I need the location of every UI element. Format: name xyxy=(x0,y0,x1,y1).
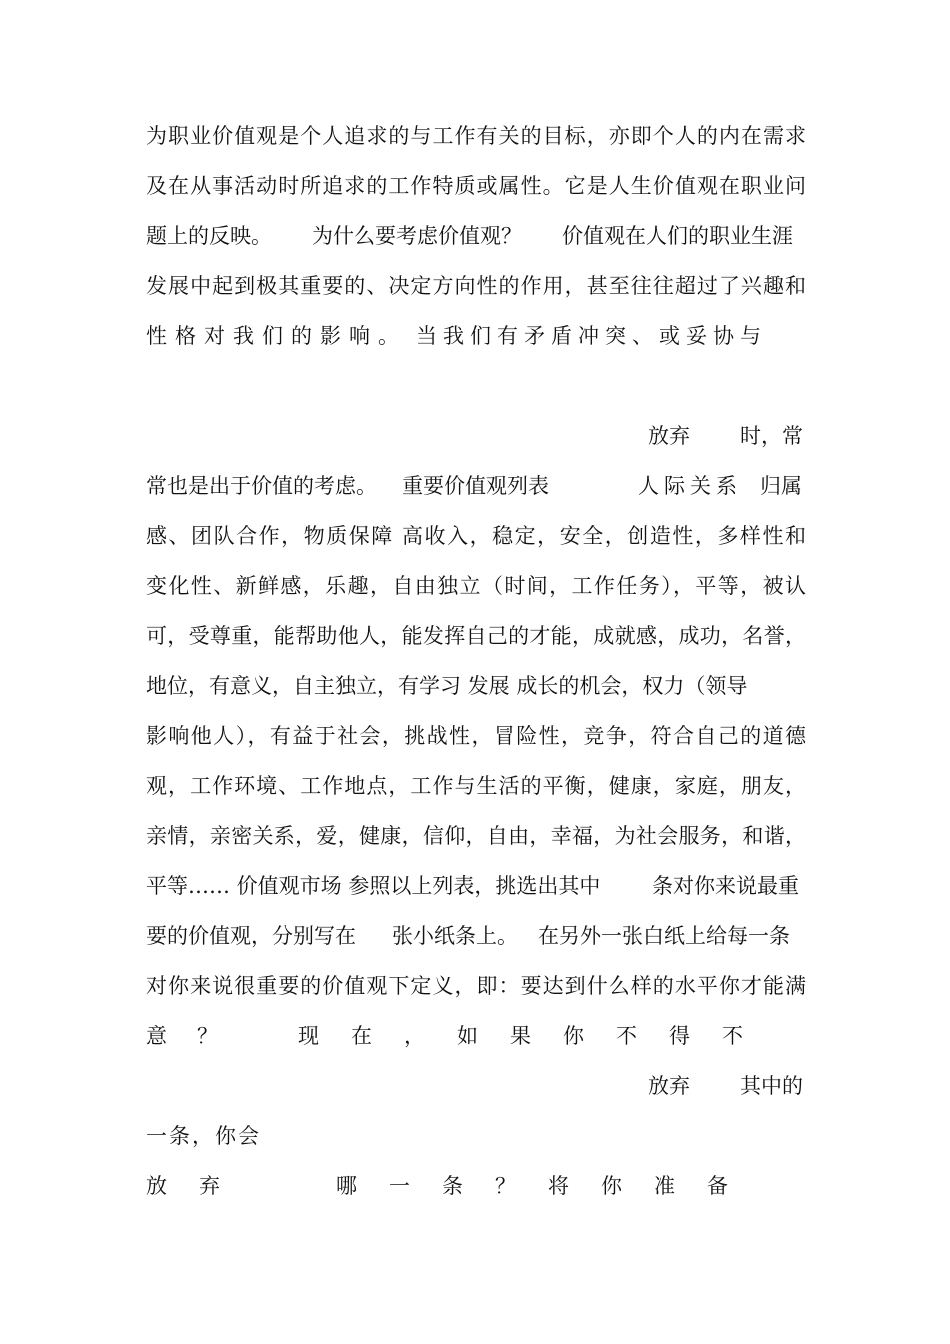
text-segment: 哪一条？将你准备 xyxy=(336,1174,760,1198)
text-segment: 现在，如果你不得不 xyxy=(298,1024,775,1048)
text-segment: 对你来说很重要的价值观下定义，即：要达到什么样的水平你才能满 xyxy=(146,974,806,998)
text-segment: 在另外一张白纸上给每一条 xyxy=(538,924,790,948)
text-segment: 及在从事活动时所追求的工作特质或属性。它是人生价值观在职业问 xyxy=(146,174,806,198)
text-segment: 条对你来说最重 xyxy=(652,874,799,898)
text-segment: 平等…… 价值观市场 参照以上列表，挑选出其中 xyxy=(146,874,601,898)
text-segment: 当我们有矛盾冲突、或妥协与 xyxy=(416,324,767,348)
text-line-4 xyxy=(146,266,806,306)
text-line-10 xyxy=(146,616,806,656)
text-segment: 性格对我们的影响。 xyxy=(146,324,407,348)
text-line-18 xyxy=(146,1016,806,1056)
text-line-11 xyxy=(146,666,806,706)
text-line-3 xyxy=(146,216,806,256)
text-segment: 价值观在人们的职业生涯 xyxy=(562,224,793,248)
text-segment: 感、团队合作，物质保障 高收入，稳定，安全，创造性，多样性和 xyxy=(146,524,806,548)
text-line-13 xyxy=(146,766,806,806)
text-segment: 放弃 xyxy=(648,1074,690,1098)
text-segment: 张小纸条上。 xyxy=(392,924,518,948)
text-segment: 归属 xyxy=(760,474,802,498)
text-line-19 xyxy=(146,1066,806,1106)
text-line-5 xyxy=(146,316,806,356)
text-line-20 xyxy=(146,1116,806,1156)
text-line-8 xyxy=(146,516,806,556)
text-segment: 一条，你会 xyxy=(146,1124,261,1148)
text-segment: 人际关系 xyxy=(638,474,742,498)
text-line-2 xyxy=(146,166,806,206)
text-segment: 发展中起到极其重要的、决定方向性的作用，甚至往往超过了兴趣和 xyxy=(146,274,806,298)
text-segment: 放弃 xyxy=(146,1174,252,1198)
text-segment: 其中的 xyxy=(740,1074,803,1098)
text-line-1 xyxy=(146,116,806,156)
text-segment: 题上的反映。 xyxy=(146,224,272,248)
text-line-17 xyxy=(146,966,806,1006)
text-segment: 观，工作环境、工作地点，工作与生活的平衡，健康，家庭，朋友， xyxy=(146,774,806,798)
text-line-15 xyxy=(146,866,806,906)
text-line-14 xyxy=(146,816,806,856)
text-segment: 为职业价值观是个人追求的与工作有关的目标，亦即个人的内在需求 xyxy=(146,124,806,148)
text-segment: 常也是出于价值的考虑。 xyxy=(146,474,377,498)
text-segment: 地位，有意义，自主独立，有学习 发展 成长的机会，权力（领导 xyxy=(146,674,748,698)
text-line-21 xyxy=(146,1166,806,1206)
text-line-7 xyxy=(146,466,806,506)
text-segment: 时，常 xyxy=(740,424,803,448)
text-line-6 xyxy=(146,416,806,456)
text-segment: 意？ xyxy=(146,1024,248,1048)
text-segment: 变化性、新鲜感，乐趣，自由独立（时间，工作任务），平等，被认 xyxy=(146,574,806,598)
text-segment: 为什么要考虑价值观？ xyxy=(312,224,522,248)
text-segment: 放弃 xyxy=(648,424,690,448)
text-segment: 影响他人），有益于社会，挑战性，冒险性，竞争，符合自己的道德 xyxy=(146,724,806,748)
text-line-16 xyxy=(146,916,806,956)
text-line-9 xyxy=(146,566,806,606)
text-segment: 重要价值观列表 xyxy=(402,474,549,498)
text-segment: 要的价值观，分别写在 xyxy=(146,924,356,948)
text-segment: 亲情，亲密关系，爱，健康，信仰，自由，幸福，为社会服务，和谐， xyxy=(146,824,806,848)
text-line-12 xyxy=(146,716,806,756)
text-segment: 可，受尊重，能帮助他人，能发挥自己的才能，成就感，成功，名誉， xyxy=(146,624,806,648)
